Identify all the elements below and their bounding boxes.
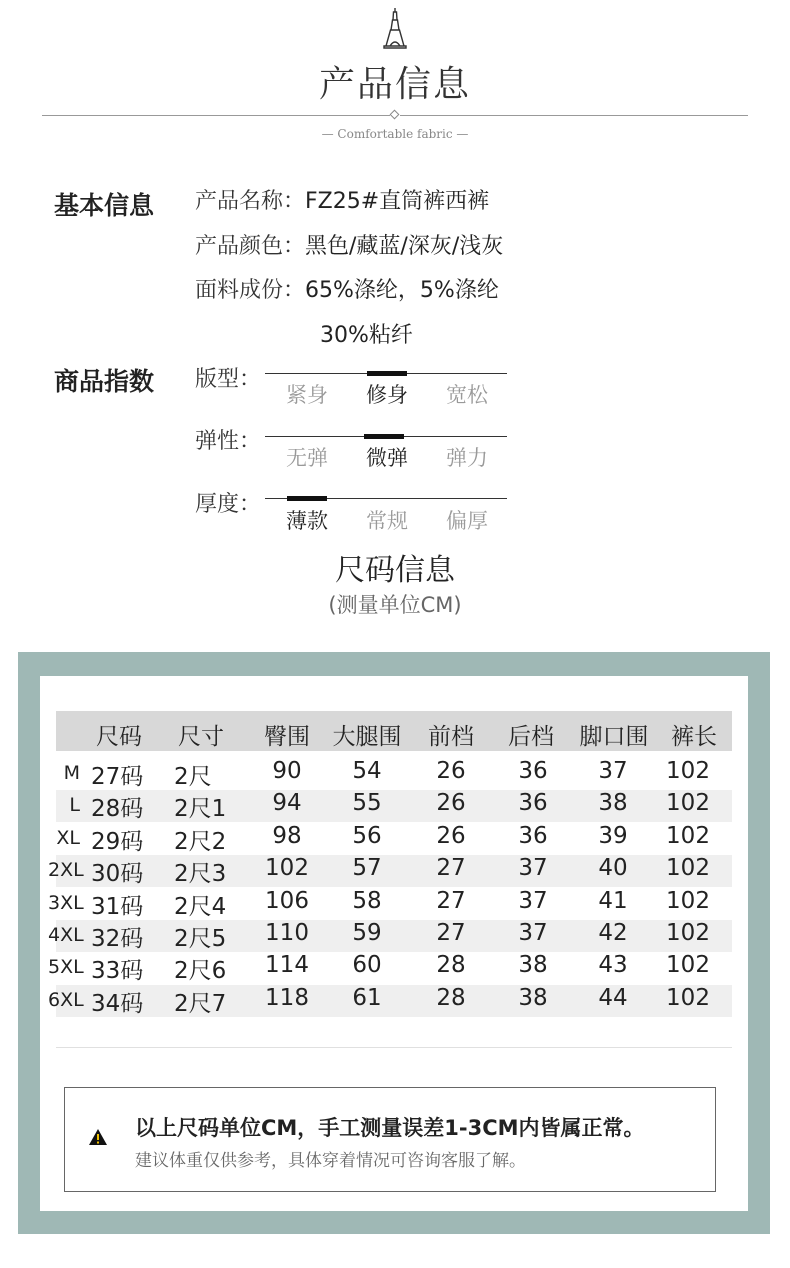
info-key: 产品颜色： xyxy=(195,234,306,259)
table-cell-length: 102 xyxy=(666,855,710,882)
table-cell-back: 36 xyxy=(518,822,548,849)
table-cell-length: 102 xyxy=(666,758,710,784)
table-cell-chi: 2尺 xyxy=(174,764,212,790)
index-fit-marker xyxy=(367,371,407,376)
table-cell-prefix: 6XL xyxy=(48,988,84,1011)
table-cell-prefix: 4XL xyxy=(48,924,84,946)
index-thickness-option: 常规 xyxy=(366,509,408,533)
table-header-chi: 尺寸 xyxy=(178,724,224,750)
page-subtitle: — Comfortable fabric — xyxy=(321,127,469,141)
index-elasticity-marker xyxy=(364,434,404,439)
table-header-length: 裤长 xyxy=(671,724,717,750)
index-fit-option: 宽松 xyxy=(446,383,488,407)
table-cell-thigh: 59 xyxy=(352,920,382,946)
table-cell-size: 27码 xyxy=(91,764,144,790)
index-fit-option-selected: 修身 xyxy=(366,383,408,407)
index-elasticity-label: 弹性： xyxy=(195,429,262,454)
table-header-hip: 臀围 xyxy=(264,724,310,750)
table-cell-front: 26 xyxy=(436,758,466,784)
table-cell-chi: 2尺3 xyxy=(174,861,227,888)
table-header-thigh: 大腿围 xyxy=(332,724,402,750)
warning-icon xyxy=(88,1128,108,1146)
table-cell-hem: 44 xyxy=(598,984,628,1011)
table-cell-length: 102 xyxy=(666,984,710,1011)
eiffel-tower-icon xyxy=(382,8,408,50)
info-row-name xyxy=(195,184,489,215)
table-cell-thigh: 58 xyxy=(352,887,382,914)
table-cell-hip: 106 xyxy=(265,887,309,914)
index-thickness-option-selected: 薄款 xyxy=(286,509,328,533)
table-cell-prefix: 2XL xyxy=(48,859,84,882)
notice-sub-text: 建议体重仅供参考，具体穿着情况可咨询客服了解。 xyxy=(135,1151,526,1171)
table-cell-hem: 42 xyxy=(598,920,628,946)
table-header-back-rise: 后档 xyxy=(508,724,554,750)
notice-main-text: 以上尺码单位CM，手工测量误差1-3CM内皆属正常。 xyxy=(135,1116,645,1140)
info-value: 30%粘纤 xyxy=(320,323,413,348)
table-cell-size: 34码 xyxy=(91,990,144,1017)
table-cell-chi: 2尺7 xyxy=(174,990,227,1017)
info-value: FZ25#直筒裤西裤 xyxy=(305,189,490,214)
table-cell-size: 30码 xyxy=(91,861,144,888)
table-cell-hip: 94 xyxy=(272,790,302,817)
info-row-color xyxy=(195,229,503,260)
table-cell-length: 102 xyxy=(666,920,710,946)
table-cell-size: 28码 xyxy=(91,796,144,823)
table-cell-back: 36 xyxy=(518,758,548,784)
table-cell-hem: 38 xyxy=(598,790,628,817)
table-cell-back: 37 xyxy=(518,920,548,946)
page-title: 产品信息 xyxy=(318,64,471,105)
index-thickness-option: 偏厚 xyxy=(446,509,488,533)
product-index-label: 商品指数 xyxy=(54,367,155,396)
table-cell-size: 29码 xyxy=(91,828,144,855)
table-cell-thigh: 55 xyxy=(352,790,382,817)
table-cell-back: 38 xyxy=(518,952,548,979)
table-cell-hip: 98 xyxy=(272,822,302,849)
table-cell-hip: 102 xyxy=(265,855,309,882)
size-info-unit: (测量单位CM) xyxy=(328,593,462,617)
table-cell-front: 26 xyxy=(436,790,466,817)
table-cell-chi: 2尺5 xyxy=(174,926,227,952)
index-fit-label: 版型： xyxy=(195,367,262,392)
table-cell-front: 28 xyxy=(436,952,466,979)
basic-info-label: 基本信息 xyxy=(54,191,155,220)
table-header-size: 尺码 xyxy=(96,724,142,750)
table-cell-length: 102 xyxy=(666,822,710,849)
table-bottom-divider xyxy=(56,1047,732,1048)
table-cell-prefix: 5XL xyxy=(48,956,84,979)
table-cell-prefix: L xyxy=(69,794,80,817)
table-cell-hem: 37 xyxy=(598,758,628,784)
table-cell-front: 27 xyxy=(436,920,466,946)
table-cell-hem: 43 xyxy=(598,952,628,979)
table-cell-size: 31码 xyxy=(91,893,144,920)
table-cell-back: 37 xyxy=(518,887,548,914)
table-header-front-rise: 前档 xyxy=(428,724,474,750)
table-cell-chi: 2尺6 xyxy=(174,958,227,985)
table-cell-back: 37 xyxy=(518,855,548,882)
table-cell-size: 32码 xyxy=(91,926,144,952)
table-cell-chi: 2尺1 xyxy=(174,796,227,823)
table-cell-thigh: 54 xyxy=(352,758,382,784)
table-cell-thigh: 57 xyxy=(352,855,382,882)
table-cell-prefix: XL xyxy=(56,826,80,849)
table-cell-front: 26 xyxy=(436,822,466,849)
table-cell-chi: 2尺4 xyxy=(174,893,227,920)
table-cell-hem: 41 xyxy=(598,887,628,914)
index-fit-option: 紧身 xyxy=(286,383,328,407)
table-cell-size: 33码 xyxy=(91,958,144,985)
table-cell-length: 102 xyxy=(666,887,710,914)
table-cell-length: 102 xyxy=(666,952,710,979)
table-cell-back: 38 xyxy=(518,984,548,1011)
table-cell-front: 27 xyxy=(436,855,466,882)
diamond-ornament-icon xyxy=(390,110,400,120)
info-key: 面料成份： xyxy=(195,278,306,303)
table-cell-front: 28 xyxy=(436,984,466,1011)
table-cell-back: 36 xyxy=(518,790,548,817)
table-cell-thigh: 60 xyxy=(352,952,382,979)
table-cell-hip: 90 xyxy=(272,758,302,784)
table-header-hem: 脚口围 xyxy=(579,724,649,750)
table-cell-hip: 118 xyxy=(265,984,309,1011)
table-cell-hip: 114 xyxy=(265,952,309,979)
index-thickness-label: 厚度： xyxy=(195,492,262,517)
table-cell-prefix: M xyxy=(63,762,80,784)
table-cell-prefix: 3XL xyxy=(48,891,84,914)
table-cell-thigh: 61 xyxy=(352,984,382,1011)
table-cell-hem: 40 xyxy=(598,855,628,882)
table-cell-hem: 39 xyxy=(598,822,628,849)
table-cell-hip: 110 xyxy=(265,920,309,946)
index-elasticity-option: 弹力 xyxy=(446,446,488,470)
info-value: 黑色/藏蓝/深灰/浅灰 xyxy=(305,234,504,259)
index-elasticity-option-selected: 微弹 xyxy=(366,446,408,470)
table-cell-front: 27 xyxy=(436,887,466,914)
table-cell-chi: 2尺2 xyxy=(174,828,227,855)
index-elasticity-option: 无弹 xyxy=(286,446,328,470)
table-cell-length: 102 xyxy=(666,790,710,817)
table-cell-thigh: 56 xyxy=(352,822,382,849)
info-row-fabric xyxy=(195,273,499,304)
info-value: 65%涤纶，5%涤纶 xyxy=(305,278,499,303)
size-info-title: 尺码信息 xyxy=(335,553,455,588)
info-row-fabric-cont xyxy=(320,318,413,349)
index-thickness-marker xyxy=(287,496,327,501)
info-key: 产品名称： xyxy=(195,189,306,214)
